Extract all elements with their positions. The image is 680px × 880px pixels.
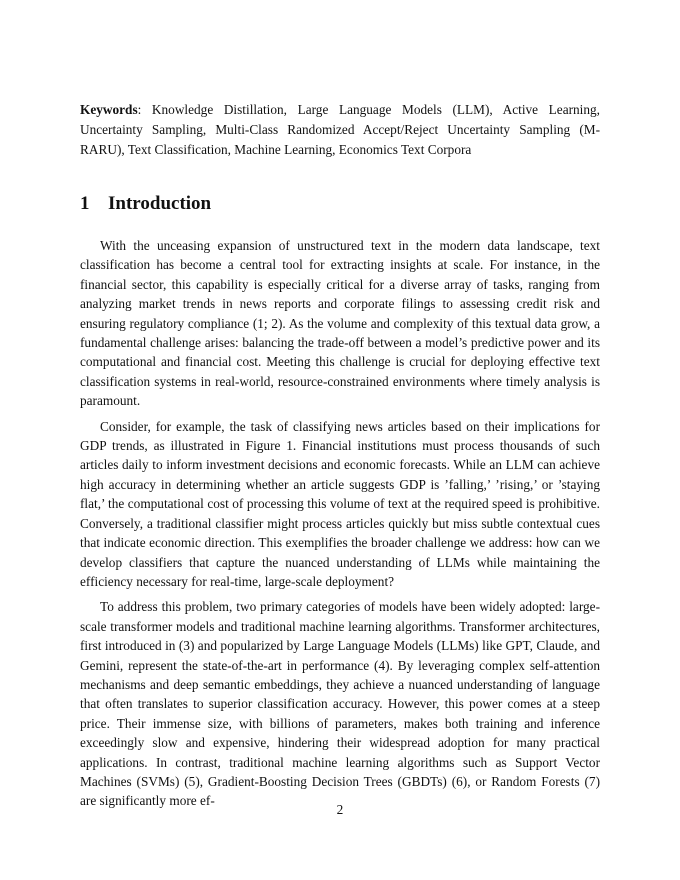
keywords-label: Keywords [80,102,138,117]
paragraph: Consider, for example, the task of classifying news articles based on their implications for GDP trends, as illustrated in Figure 1. Financial institutions must process thousands of such articles daily to inform investment decisions and economic forecasts. While an LLM can achieve high accuracy in determining whether an article suggests GDP is ’falling,’ ’rising,’ or ’staying flat,’ the computational cost of processing this volume of text at the required speed is prohibitive. Conversely, a traditional classifier might process articles quickly but miss subtle contextual cues that indicate economic direction. This exemplifies the broader challenge we address: how can we develop classifiers that capture the nuanced understanding of LLMs while maintaining the efficiency necessary for real-time, large-scale deployment? [80,418,600,589]
section-title: Introduction [108,193,212,214]
section-heading [80,191,600,217]
paper-page [80,0,600,880]
section-number: 1 [80,193,90,214]
paragraph: To address this problem, two primary categories of models have been widely adopted: large-scale transformer models and traditional machine learning algorithms. Transformer architectures, first introduced in (3) and popularized by Large Language Models (LLMs) like GPT, Claude, and Gemini, represent the state-of-the-art in performance (4). By leveraging complex self-attention mechanisms and deep semantic embeddings, they achieve a nuanced understanding of language that often translates to superior classification accuracy. However, this power comes at a steep price. Their immense size, with billions of parameters, makes both training and inference exceedingly slow and expensive, hindering their widespread adoption for many practical applications. In contrast, traditional machine learning algorithms such as Support Vector Machines (SVMs) (5), Gradient-Boosting Decision Trees (GBDTs) (6), or Random Forests (7) are significantly more ef- [80,599,600,809]
paragraph: With the unceasing expansion of unstructured text in the modern data landscape, text classification has become a central tool for extracting insights at scale. For instance, in the financial sector, this capability is especially critical for a diverse array of tasks, ranging from analyzing market trends in news reports and corporate filings to assessing credit risk and ensuring regulatory compliance (1; 2). As the volume and complexity of this textual data grow, a fundamental challenge arises: balancing the trade-off between a model’s predictive power and its computational and financial cost. Meeting this challenge is crucial for deploying effective text classification systems in real-world, resource-constrained environments where timely analysis is paramount. [80,238,600,409]
keywords-text: : Knowledge Distillation, Large Language Models (LLM), Active Learning, Uncertainty Sampling, Multi-Class Randomized Accept/Reject Uncertainty Sampling (M-RARU), Text Classification, Machine Learning, Economics Text Corpora [80,102,600,157]
keywords-block [80,100,600,160]
body-text [80,236,600,817]
page-number: 2 [336,802,344,817]
